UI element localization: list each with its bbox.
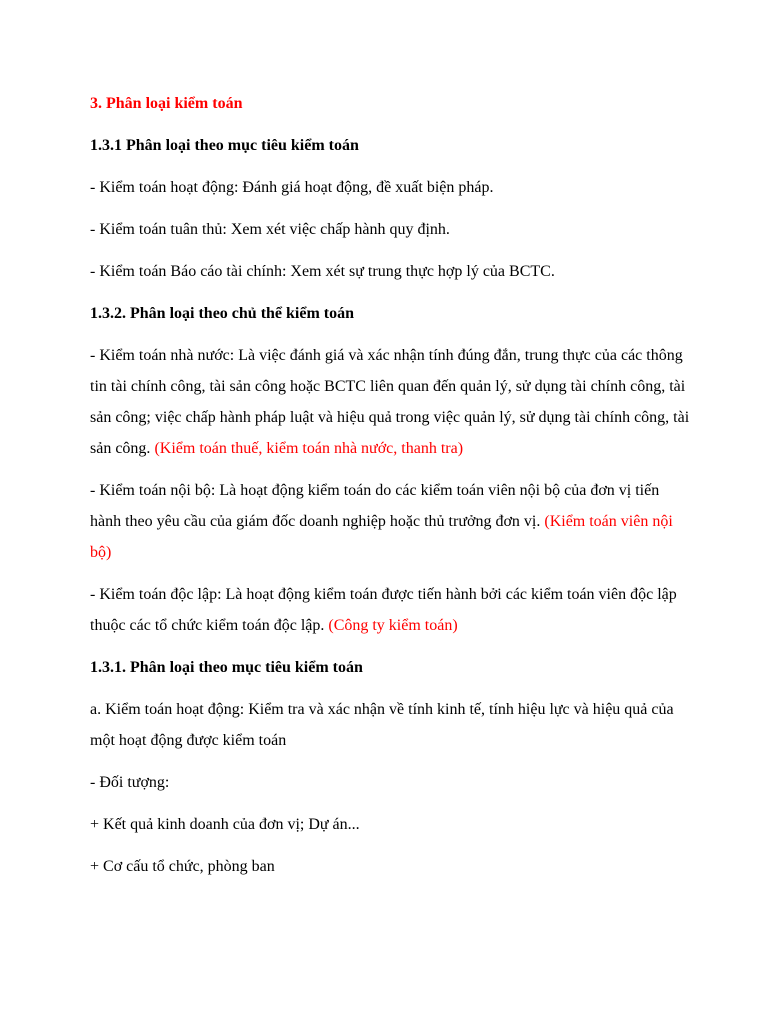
list-item: + Cơ cấu tổ chức, phòng ban: [90, 858, 275, 875]
subsection-heading-subjects: 1.3.2. Phân loại theo chủ thể kiểm toán: [90, 305, 355, 322]
document-page: [90, 88, 690, 893]
item-note: (Công ty kiểm toán): [328, 617, 458, 634]
item-note: (Kiểm toán viên nội bộ): [90, 513, 673, 561]
item-text: - Kiểm toán nhà nước: Là việc đánh giá và xác nhận tính đúng đắn, trung thực của các thông tin tài chính công, tài sản công hoặc BCTC liên quan đến quản lý, sử dụng tài chính công, tài sản công; việc chấp hành pháp luật và hiệu quả trong việc quản lý, sử dụng tài chính công, tài sản công.: [90, 347, 690, 457]
item-text: - Kiểm toán độc lập: Là hoạt động kiểm toán được tiến hành bởi các kiểm toán viên độc lập thuộc các tổ chức kiểm toán độc lập.: [90, 586, 677, 634]
section-title: 3. Phân loại kiểm toán: [90, 95, 243, 112]
list-item: + Kết quả kinh doanh của đơn vị; Dự án...: [90, 816, 360, 833]
subsection-heading-objectives-repeat: 1.3.1. Phân loại theo mục tiêu kiểm toán: [90, 659, 363, 676]
list-item: [90, 340, 690, 464]
list-item: [90, 579, 690, 641]
list-item: a. Kiểm toán hoạt động: Kiểm tra và xác nhận về tính kinh tế, tính hiệu lực và hiệu quả của một hoạt động được kiểm toán: [90, 701, 674, 749]
item-note: (Kiểm toán thuế, kiểm toán nhà nước, thanh tra): [154, 440, 464, 457]
list-item: - Kiểm toán hoạt động: Đánh giá hoạt động, đề xuất biện pháp.: [90, 179, 494, 196]
list-item: - Kiểm toán tuân thủ: Xem xét việc chấp hành quy định.: [90, 221, 450, 238]
list-item: [90, 475, 690, 568]
subsection-heading-objectives: 1.3.1 Phân loại theo mục tiêu kiểm toán: [90, 137, 359, 154]
item-text: - Kiểm toán nội bộ: Là hoạt động kiểm toán do các kiểm toán viên nội bộ của đơn vị tiến hành theo yêu cầu của giám đốc doanh nghiệp hoặc thủ trưởng đơn vị.: [90, 482, 660, 530]
list-item: - Kiểm toán Báo cáo tài chính: Xem xét sự trung thực hợp lý của BCTC.: [90, 263, 555, 280]
list-item: - Đối tượng:: [90, 774, 170, 791]
